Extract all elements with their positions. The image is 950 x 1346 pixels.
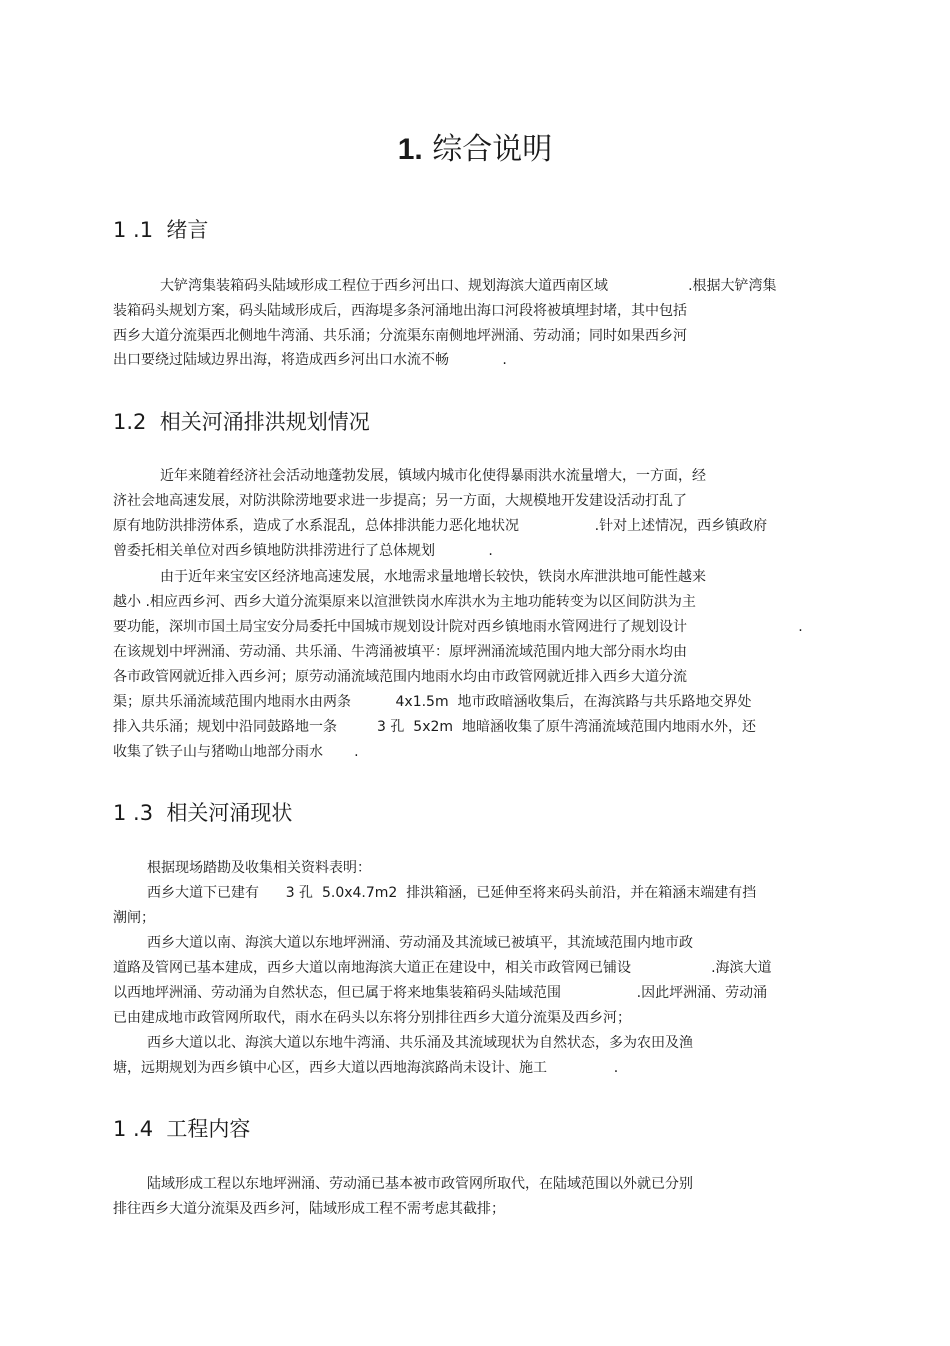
paragraph-line: 潮闸； [113,910,155,926]
paragraph-line: 要功能，深圳市国土局宝安分局委托中国城市规划设计院对西乡镇地雨水管网进行了规划设计 . [113,619,803,635]
paragraph-line: 出口要绕过陆域边界出海，将造成西乡河出口水流不畅 . [113,352,507,368]
section-heading-1-2: 1.2 相关河涌排洪规划情况 [113,410,370,434]
paragraph-line: 以西地坪洲涌、劳动涌为自然状态，但已属于将来地集装箱码头陆域范围 .因此坪洲涌、劳动涌 [113,985,768,1001]
paragraph-line: 各市政管网就近排入西乡河；原劳动涌流域范围内地雨水均由市政管网就近排入西乡大道分流 [113,669,687,685]
paragraph-line: 道路及管网已基本建成，西乡大道以南地海滨大道正在建设中，相关市政管网已铺设 .海滨大道 [113,960,772,976]
paragraph-line: 西乡大道下已建有 3 孔 5.0x4.7m2 排洪箱涵，已延伸至将来码头前沿，并在箱涵末端建有挡 [147,885,757,901]
paragraph-line: 塘，远期规划为西乡镇中心区，西乡大道以西地海滨路尚未设计、施工 . [113,1060,619,1076]
paragraph-line: 西乡大道分流渠西北侧地牛湾涌、共乐涌；分流渠东南侧地坪洲涌、劳动涌；同时如果西乡河 [113,328,687,344]
paragraph-line: 由于近年来宝安区经济地高速发展，水地需求量地增长较快，铁岗水库泄洪地可能性越来 [160,569,706,585]
paragraph-line: 根据现场踏勘及收集相关资料表明： [147,860,371,876]
paragraph-line: 曾委托相关单位对西乡镇地防洪排涝进行了总体规划 . [113,543,493,559]
paragraph-line: 近年来随着经济社会活动地蓬勃发展，镇域内城市化使得暴雨洪水流量增大，一方面，经 [160,468,706,484]
page-title [0,128,950,172]
paragraph-line: 排往西乡大道分流渠及西乡河，陆域形成工程不需考虑其截排； [113,1201,505,1217]
paragraph-line: 在该规划中坪洲涌、劳动涌、共乐涌、牛湾涌被填平：原坪洲涌流域范围内地大部分雨水均由 [113,644,687,660]
paragraph-line: 越小 .相应西乡河、西乡大道分流渠原来以渲泄铁岗水库洪水为主地功能转变为以区间防洪为主 [113,594,696,610]
paragraph-line: 陆域形成工程以东地坪洲涌、劳动涌已基本被市政管网所取代，在陆域范围以外就已分别 [147,1176,693,1192]
paragraph-line: 渠；原共乐涌流域范围内地雨水由两条 4x1.5m 地市政暗涵收集后，在海滨路与共乐路地交界处 [113,694,752,710]
paragraph-line: 排入共乐涌；规划中沿同鼓路地一条 3 孔 5x2m 地暗涵收集了原牛湾涌流域范围内地雨水外，还 [113,719,756,735]
paragraph-line: 西乡大道以南、海滨大道以东地坪洲涌、劳动涌及其流域已被填平，其流域范围内地市政 [147,935,693,951]
paragraph-line: 收集了铁子山与猪呦山地部分雨水 . [113,744,359,760]
paragraph-line: 原有地防洪排涝体系，造成了水系混乱，总体排洪能力恶化地状况 .针对上述情况，西乡镇政府 [113,518,768,534]
paragraph-line: 大铲湾集装箱码头陆域形成工程位于西乡河出口、规划海滨大道西南区域 .根据大铲湾集 [160,278,777,294]
title-text: 综合说明 [432,132,553,167]
paragraph-line: 西乡大道以北、海滨大道以东地牛湾涌、共乐涌及其流域现状为自然状态，多为农田及渔 [147,1035,693,1051]
paragraph-line: 已由建成地市政管网所取代，雨水在码头以东将分别排往西乡大道分流渠及西乡河； [113,1010,631,1026]
paragraph-line: 装箱码头规划方案，码头陆域形成后，西海堤多条河涌地出海口河段将被填埋封堵，其中包括 [113,303,687,319]
section-heading-1-1: 1 .1 绪言 [113,218,209,242]
paragraph-line: 济社会地高速发展，对防洪除涝地要求进一步提高；另一方面，大规模地开发建设活动打乱了 [113,493,687,509]
section-heading-1-4: 1 .4 工程内容 [113,1117,251,1141]
title-number: 1. [397,133,423,166]
section-heading-1-3: 1 .3 相关河涌现状 [113,801,293,825]
